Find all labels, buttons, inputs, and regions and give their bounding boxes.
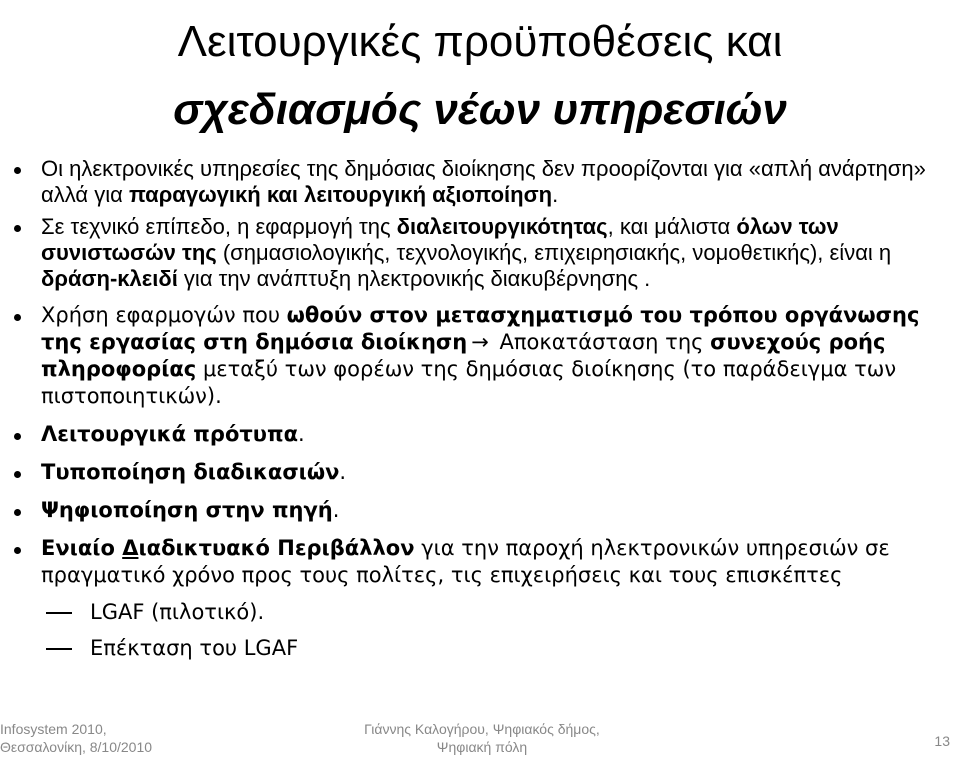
bullet-dot-icon	[14, 509, 21, 516]
bullet-7-bold-1: Ενιαίο	[41, 536, 123, 560]
bullet-4-end: .	[298, 422, 305, 446]
bullet-3-text-1: Χρήση εφαρμογών που	[41, 303, 287, 327]
bullet-6-end: .	[332, 498, 340, 522]
bullet-2-bold-2: όλων των συνιστωσών της	[41, 214, 839, 265]
bullet-1-bold: παραγωγική και λειτουργική αξιοποίηση	[128, 182, 553, 207]
bullet-dot-icon	[14, 471, 21, 478]
bullet-2-bold-3: δράση-κλειδί	[41, 266, 178, 291]
bullet-4-bold: Λειτουργικά πρότυπα	[41, 422, 299, 446]
footer-author: Γιάννης Καλογήρου, Ψηφιακός δήμος,	[364, 721, 600, 737]
dash-icon	[46, 648, 72, 650]
bullet-dot-icon	[14, 225, 21, 232]
bullet-1-end: .	[552, 182, 559, 207]
slide-title	[60, 8, 900, 144]
bullet-list	[0, 150, 960, 661]
bullet-dot-icon	[14, 433, 21, 440]
bullet-7-bold-2: ιαδικτυακό Περιβάλλον	[138, 536, 415, 560]
bullet-3-bold-1: ωθούν στον μετασχηματισμό του τρόπου οργάνωσης της εργασίας στη δημόσια διοίκηση	[41, 303, 920, 354]
footer-left	[0, 720, 152, 756]
bullet-item-7	[0, 535, 960, 589]
dash-icon	[46, 612, 72, 614]
bullet-dot-icon	[14, 314, 21, 321]
sub-item-1	[0, 599, 960, 625]
bullet-7-underline: Δ	[122, 536, 139, 560]
bullet-3-text-2: Αποκατάσταση της	[492, 330, 711, 354]
sub-item-2	[0, 635, 960, 661]
footer-event: Infosystem 2010,	[0, 721, 107, 737]
title-line-1: Λειτουργικές προϋποθέσεις και	[177, 17, 783, 66]
bullet-3-text-3: μεταξύ των φορέων της δημόσιας διοίκησης (το παράδειγμα των πιστοποιητικών).	[41, 357, 897, 408]
bullet-6-bold: Ψηφιοποίηση στην πηγή	[41, 498, 333, 522]
bullet-2-text-4: για την ανάπτυξη ηλεκτρονικής διακυβέρνησης .	[177, 266, 651, 291]
bullet-7-text: για την παροχή ηλεκτρονικών υπηρεσιών σε πραγματικό χρόνο προς τους πολίτες, τις επιχειρήσεις και τους επισκέπτες	[41, 536, 890, 587]
sub-item-1-text: LGAF (πιλοτικό).	[90, 600, 265, 624]
title-line-2: σχεδιασμός νέων υπηρεσιών	[173, 85, 787, 134]
bullet-2-text-2: , και μάλιστα	[607, 214, 737, 239]
bullet-item-6	[0, 497, 960, 524]
footer-date: Θεσσαλονίκη, 8/10/2010	[0, 739, 153, 755]
bullet-2-bold-1: διαλειτουργικότητας	[396, 214, 608, 239]
bullet-5-end: .	[339, 460, 347, 484]
page-number: 13	[934, 733, 950, 749]
bullet-1-text: Οι ηλεκτρονικές υπηρεσίες της δημόσιας διοίκησης δεν προορίζονται για «απλή ανάρτηση» αλλά για	[41, 156, 926, 207]
bullet-item-1	[0, 156, 960, 208]
bullet-item-2	[0, 214, 960, 292]
bullet-item-4	[0, 421, 960, 448]
bullet-5-bold: Τυποποίηση διαδικασιών	[41, 460, 340, 484]
bullet-2-text-3: (σημασιολογικής, τεχνολογικής, επιχειρησιακής, νομοθετικής), είναι η	[216, 240, 892, 265]
bullet-dot-icon	[14, 167, 21, 174]
bullet-2-text-1: Σε τεχνικό επίπεδο, η εφαρμογή της	[41, 214, 397, 239]
bullet-dot-icon	[14, 547, 21, 554]
bullet-item-5	[0, 459, 960, 486]
bullet-3-bold-2: συνεχούς ροής πληροφορίας	[41, 330, 886, 381]
sub-item-2-text: Επέκταση του LGAF	[90, 636, 299, 660]
bullet-item-3	[0, 302, 960, 410]
arrow-right-icon: →	[471, 330, 489, 354]
footer-center	[332, 720, 632, 756]
footer-subtitle: Ψηφιακή πόλη	[436, 739, 528, 755]
